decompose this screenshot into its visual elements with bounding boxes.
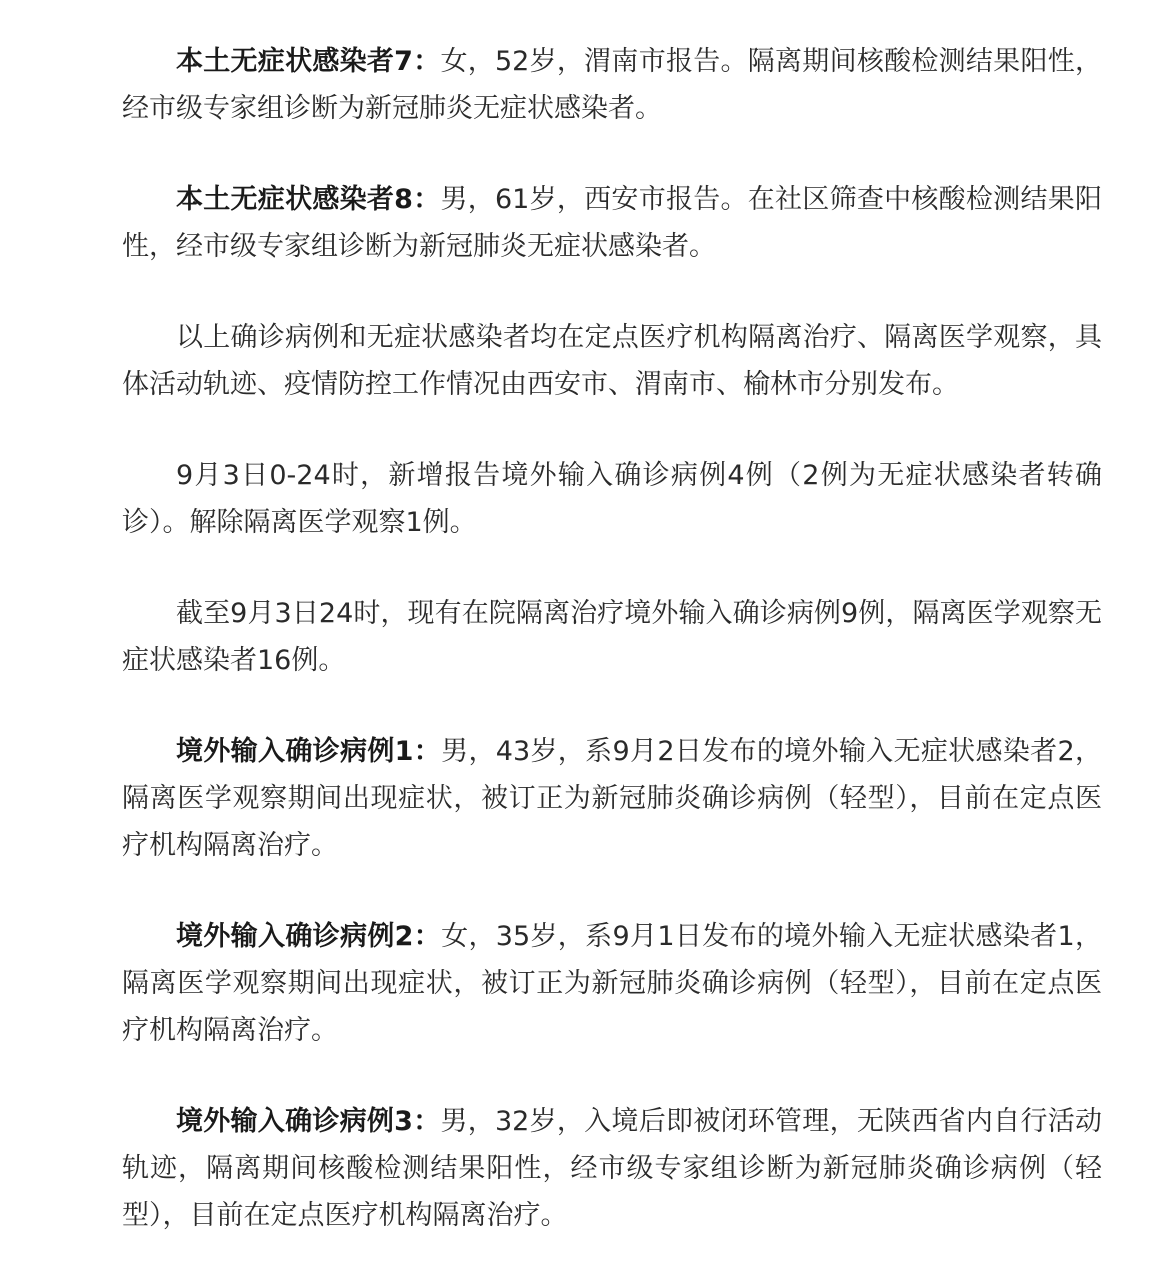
article-body (122, 38, 1102, 1239)
paragraph-lead: 境外输入确诊病例3： (176, 1106, 441, 1137)
paragraph-lead: 本土无症状感染者7： (176, 46, 441, 77)
paragraph-text: 女，35岁，系9月1日发布的境外输入无症状感染者1，隔离医学观察期间出现症状，被订正为新冠肺炎确诊病例（轻型），目前在定点医疗机构隔离治疗。 (122, 921, 1103, 1046)
paragraph-text: 9月3日0-24时，新增报告境外输入确诊病例4例（2例为无症状感染者转确诊）。解除隔离医学观察1例。 (122, 460, 1102, 538)
paragraph-text: 男，32岁，入境后即被闭环管理，无陕西省内自行活动轨迹，隔离期间核酸检测结果阳性，经市级专家组诊断为新冠肺炎确诊病例（轻型），目前在定点医疗机构隔离治疗。 (122, 1106, 1102, 1231)
paragraph-imported-new-cases (122, 452, 1102, 546)
paragraph-imported-case-1 (122, 728, 1102, 869)
paragraph-text: 女，52岁，渭南市报告。隔离期间核酸检测结果阳性，经市级专家组诊断为新冠肺炎无症状感染者。 (122, 46, 1102, 124)
paragraph-text: 男，61岁，西安市报告。在社区筛查中核酸检测结果阳性，经市级专家组诊断为新冠肺炎无症状感染者。 (122, 184, 1102, 262)
paragraph-text: 以上确诊病例和无症状感染者均在定点医疗机构隔离治疗、隔离医学观察，具体活动轨迹、疫情防控工作情况由西安市、渭南市、榆林市分别发布。 (122, 322, 1102, 400)
paragraph-local-asymptomatic-7 (122, 38, 1102, 132)
paragraph-text: 男，43岁，系9月2日发布的境外输入无症状感染者2，隔离医学观察期间出现症状，被订正为新冠肺炎确诊病例（轻型），目前在定点医疗机构隔离治疗。 (122, 736, 1103, 861)
paragraph-text: 截至9月3日24时，现有在院隔离治疗境外输入确诊病例9例，隔离医学观察无症状感染者16例。 (122, 598, 1102, 676)
paragraph-lead: 本土无症状感染者8： (176, 184, 441, 215)
paragraph-lead: 境外输入确诊病例2： (176, 921, 442, 952)
paragraph-imported-totals (122, 590, 1102, 684)
paragraph-isolation-summary (122, 314, 1102, 408)
paragraph-imported-case-3 (122, 1098, 1102, 1239)
paragraph-imported-case-2 (122, 913, 1102, 1054)
paragraph-local-asymptomatic-8 (122, 176, 1102, 270)
paragraph-lead: 境外输入确诊病例1： (176, 736, 442, 767)
